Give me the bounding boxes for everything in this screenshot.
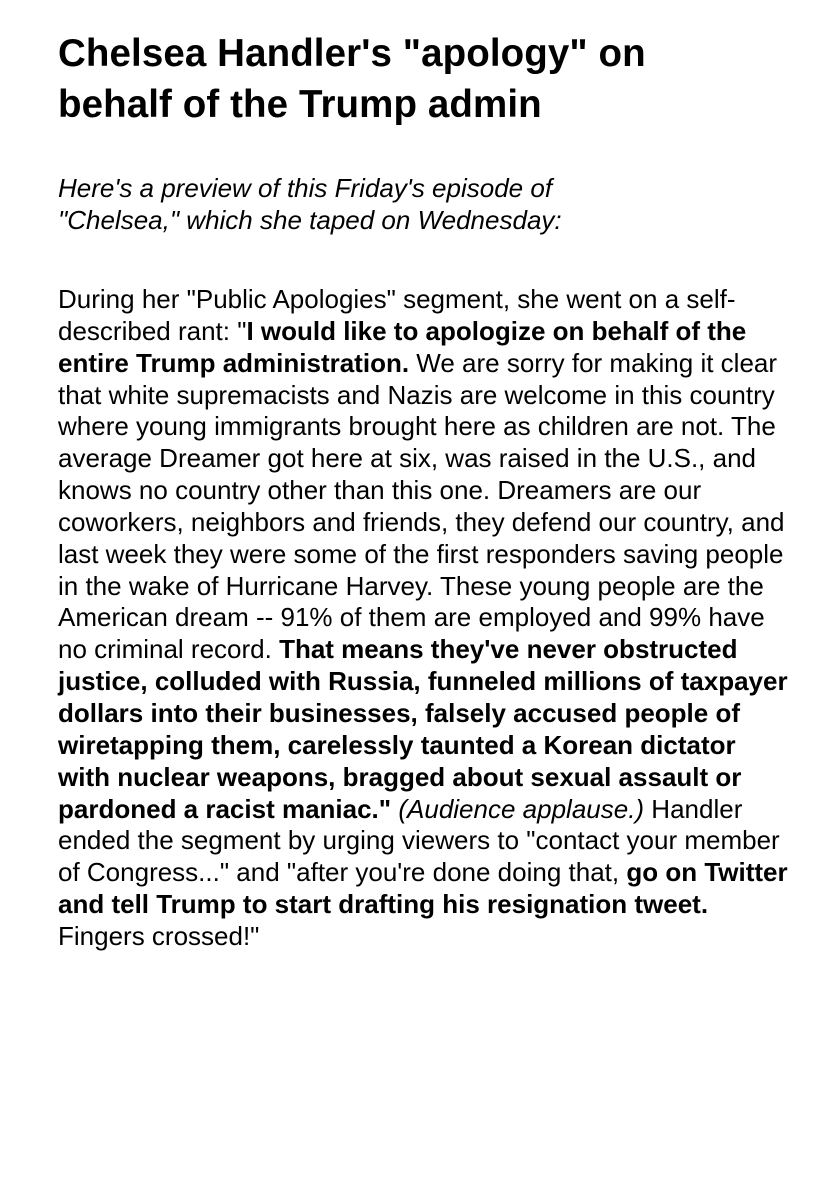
body-ending: Handler ended the segment by urging viewers to "contact your member of Congress..." and "after you're done doing that, <box>58 793 780 888</box>
body-intro: During her "Public Apologies" segment, she went on a self-described rant: " <box>58 284 736 346</box>
body-italic-applause: (Audience applause.) <box>398 793 645 824</box>
body-middle: We are sorry for making it clear that white supremacists and Nazis are welcome in this country where young immigrants brought here as children are not. The average Dreamer got here at six, was raised in the U.S., and knows no country other than this one. Dreamers are our coworkers, neighbors and friends, they defend our country, and last week they were some of the first responders saving people in the wake of Hurricane Harvey. These young people are the American dream -- 91% of them are employed and 99% have no criminal record. <box>58 347 785 665</box>
subhead-line-1: Here's a preview of this Friday's episode of <box>58 173 553 203</box>
body-closing: Fingers crossed!" <box>58 920 260 951</box>
body-bold-list: That means they've never obstructed justice, colluded with Russia, funneled millions of taxpayer dollars into their businesses, falsely accused people of wiretapping them, carelessly taunted a Korean dictator with nuclear weapons, bragged about sexual assault or pardoned a racist maniac." <box>58 634 788 824</box>
subhead-line-2: "Chelsea," which she taped on Wednesday: <box>58 205 562 235</box>
article-body <box>58 284 788 953</box>
article-headline <box>58 28 788 130</box>
body-bold-apology: I would like to apologize on behalf of the entire Trump administration. <box>58 315 747 378</box>
headline-line-1: Chelsea Handler's "apology" on <box>58 32 646 75</box>
headline-line-2: behalf of the Trump admin <box>58 83 542 126</box>
body-bold-twitter: go on Twitter and tell Trump to start drafting his resignation tweet. <box>58 857 788 920</box>
article-subhead <box>58 172 788 236</box>
